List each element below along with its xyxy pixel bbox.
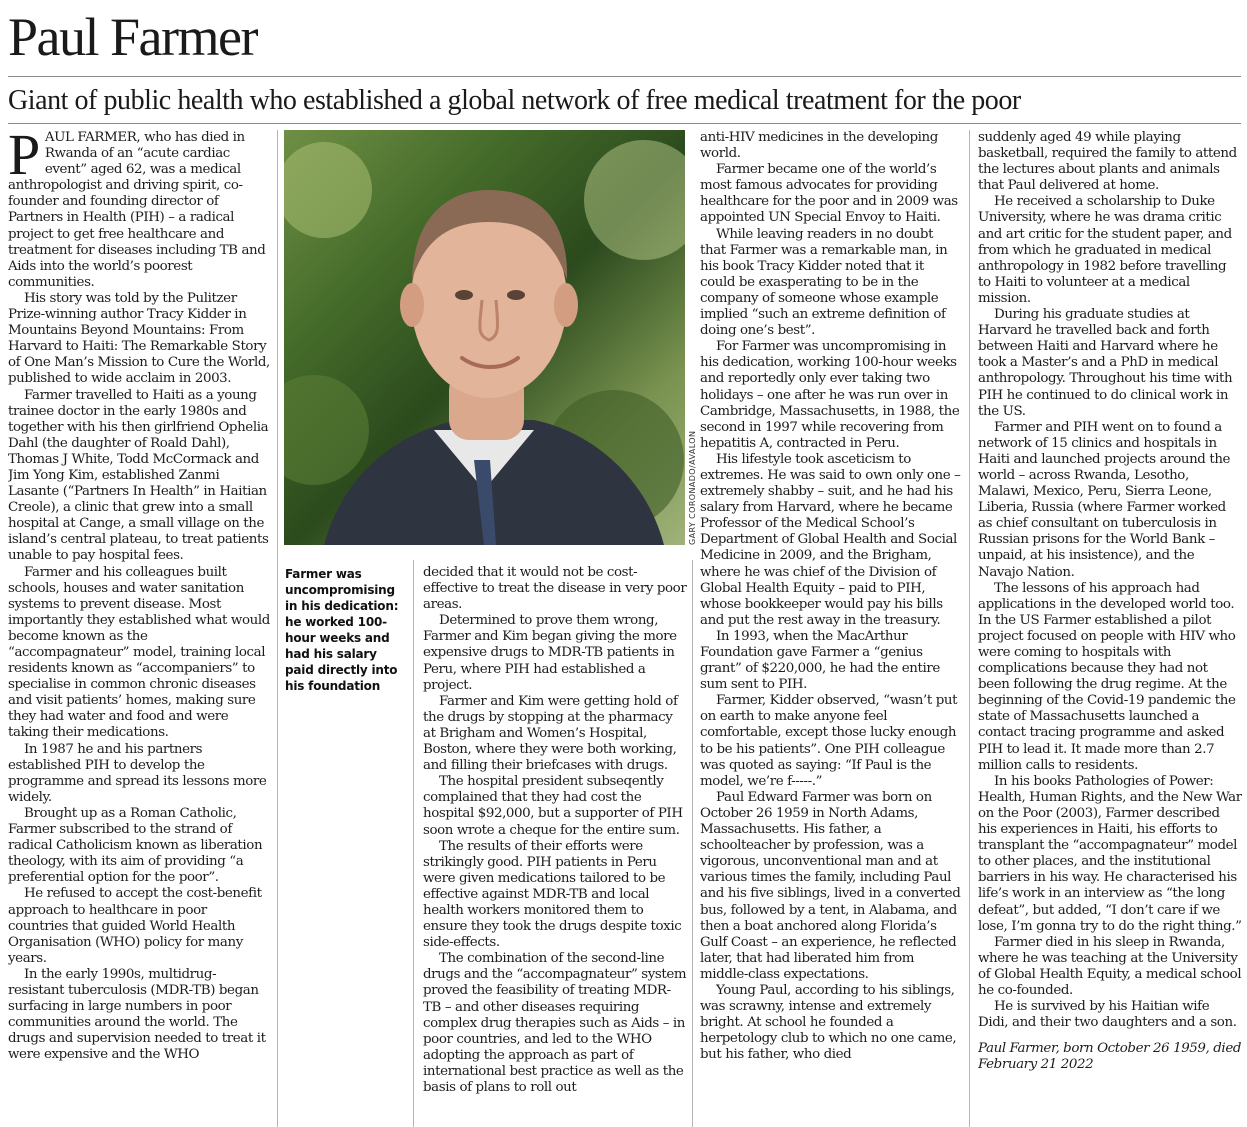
article-paragraph: In the early 1990s, multidrug-resistant tuberculosis (MDR-TB) began surfacing in large numbers in poor communities around the world. The drugs and supervision needed to treat it were expensive and the WHO <box>8 966 266 1063</box>
article-paragraph: He received a scholarship to Duke University, where he was drama critic and art critic for the student paper, and from which he graduated in medical anthropology in 1982 before travelling to Haiti to volunteer at a medical mission. <box>978 194 1232 306</box>
article-paragraph: Young Paul, according to his siblings, was scrawny, intense and extremely bright. At school he founded a herpetology club to which no one came, but his father, who died <box>700 982 957 1063</box>
article-paragraph: Farmer travelled to Haiti as a young trainee doctor in the early 1980s and together with his then girlfriend Ophelia Dahl (the daughter of Roald Dahl), Thomas J White, Todd McCormack and Jim Yong Kim, established Zanmi Lasante (“Partners In Health” in Haitian Creole), a clinic that grew into a small hospital at Cange, a small village on the island’s central plateau, to treat patients unable to pay hospital fees. <box>8 387 269 564</box>
photo-credit: GARY CORONADO/AVALON <box>688 430 697 545</box>
article-column-3 <box>423 565 687 1127</box>
standfirst: Giant of public health who established a global network of free medical treatment for the poor <box>8 85 1021 116</box>
article-paragraph: His story was told by the Pulitzer Prize-winning author Tracy Kidder in Mountains Beyond Mountains: From Harvard to Haiti: The Remarkable Story of One Man’s Mission to Cure the World, published to wide acclaim in 2003. <box>8 290 270 387</box>
article-paragraph: Farmer and his colleagues built schools, houses and water sanitation systems to prevent disease. Most importantly they established what would become known as the “accompagnateur” model, training local residents known as “accompaniers” to specialise in common chronic diseases and visit patients’ homes, making sure they had water and food and were taking their medications. <box>8 564 270 741</box>
article-paragraph: Determined to prove them wrong, Farmer and Kim began giving the more expensive drugs to MDR-TB patients in Peru, where PIH had established a project. <box>423 613 677 693</box>
article-paragraph: The combination of the second-line drugs and the “accompagnateur” system proved the feasibility of treating MDR-TB – and other diseases requiring complex drug therapies such as Aids – in poor countries, and led to the WHO adopting the approach as part of international best practice as well as the basis of plans to roll out <box>423 951 687 1095</box>
column-divider <box>692 560 693 1127</box>
article-paragraph: Paul Edward Farmer was born on October 26 1959 in North Adams, Massachusetts. His father, a schoolteacher by profession, was a vigorous, unconventional man and at various times the family, including Paul and his five siblings, lived in a converted bus, followed by a tent, in Alabama, and then a boat anchored along Florida’s Gulf Coast – an experience, he reflected later, that had liberated him from middle-class expectations. <box>700 789 961 982</box>
article-paragraph: During his graduate studies at Harvard he travelled back and forth between Haiti and Harvard where he took a Master’s and a PhD in medical anthropology. Throughout his time with PIH he continued to do clinical work in the US. <box>978 307 1233 419</box>
article-paragraph: Brought up as a Roman Catholic, Farmer subscribed to the strand of radical Catholicism known as liberation theology, with its aim of providing “a preferential option for the poor”. <box>8 805 263 886</box>
article-paragraph: The hospital president subseqently complained that they had cost the hospital $92,000, but a supporter of PIH soon wrote a cheque for the entire sum. <box>423 774 683 838</box>
article-paragraph: For Farmer was uncompromising in his dedication, working 100-hour weeks and reportedly only ever taking two holidays – one after he was run over in Cambridge, Massachusetts, in 1988, the second in 1997 while recovering from hepatitis A, contracted in Peru. <box>700 339 960 451</box>
article-paragraph: While leaving readers in no doubt that Farmer was a remarkable man, in his book Tracy Kidder noted that it could be exasperating to be in the company of someone whose example implied “such an extreme definition of doing one’s best”. <box>700 226 948 339</box>
portrait-illustration <box>284 130 685 545</box>
photo-caption: Farmer was uncompromising in his dedication: he worked 100-hour weeks and had his salary paid directly into his foundation <box>285 567 399 693</box>
standfirst-rule <box>8 123 1241 124</box>
article-paragraph: His lifestyle took asceticism to extremes. He was said to own only one – extremely shabby – suit, and he had his salary from Harvard, where he became Professor of the Medical School’s Department of Global Health and Social Medicine in 2009, and the Brigham, where he was chief of the Division of Global Health Equity – paid to PIH, whose bookkeeper would pay his bills and put the rest away in the treasury. <box>700 451 961 628</box>
article-paragraph: anti-HIV medicines in the developing world. <box>700 130 938 162</box>
article-paragraph: In 1993, when the MacArthur Foundation gave Farmer a “genius grant” of $220,000, he had the entire sum sent to PIH. <box>700 628 940 693</box>
article-paragraph: He refused to accept the cost-benefit approach to healthcare in poor countries that guided World Health Organisation (WHO) policy for many years. <box>8 886 262 966</box>
obituary-signoff: Paul Farmer, born October 26 1959, died February 21 2022 <box>978 1041 1242 1073</box>
article-column-1 <box>8 130 270 1127</box>
article-paragraph: suddenly aged 49 while playing basketball, required the family to attend the lectures about plants and animals that Paul delivered at home. <box>978 130 1237 194</box>
headline: Paul Farmer <box>8 7 257 67</box>
article-paragraph: decided that it would not be cost-effective to treat the disease in very poor areas. <box>423 565 687 613</box>
column-divider <box>413 560 414 1127</box>
article-paragraph: He is survived by his Haitian wife Didi, and their two daughters and a son. <box>978 999 1237 1031</box>
column-divider <box>277 130 278 1127</box>
article-column-5 <box>978 130 1242 1127</box>
drop-cap: P <box>8 130 40 187</box>
headline-rule <box>8 76 1241 77</box>
article-paragraph: The lessons of his approach had applications in the developed world too. In the US Farmer established a pilot project focused on people with HIV who were coming to hospitals with complications because they had not been following the drug regime. At the beginning of the Covid-19 pandemic the state of Massachusetts launched a contact tracing programme and asked PIH to lead it. It made more than 2.7 million calls to residents. <box>978 580 1236 773</box>
article-paragraph: In 1987 he and his partners established PIH to develop the programme and spread its lessons more widely. <box>8 741 267 805</box>
portrait-photo <box>284 130 685 545</box>
article-paragraph: Farmer died in his sleep in Rwanda, where he was teaching at the University of Global Health Equity, a medical school he co-founded. <box>978 934 1242 998</box>
column-divider <box>969 130 970 1127</box>
article-paragraph <box>8 130 270 291</box>
article-paragraph: Farmer, Kidder observed, “wasn’t put on earth to make anyone feel comfortable, except those lucky enough to be his patients”. One PIH colleague was quoted as saying: “If Paul is the model, we’re f-----.” <box>700 693 958 789</box>
article-paragraph: Farmer and PIH went on to found a network of 15 clinics and hospitals in Haiti and launched projects around the world – across Rwanda, Lesotho, Malawi, Mexico, Peru, Sierra Leone, Liberia, Russia (where Farmer worked as chief consultant on tuberculosis in Russian prisons for the World Bank – unpaid, at his insistence), and the Navajo Nation. <box>978 419 1231 580</box>
article-paragraph: The results of their efforts were strikingly good. PIH patients in Peru were given medications tailored to be effective against MDR-TB and local health workers monitored them to ensure they took the drugs despite toxic side-effects. <box>423 838 682 951</box>
article-paragraph: Farmer and Kim were getting hold of the drugs by stopping at the pharmacy at Brigham and Women’s Hospital, Boston, where they were both working, and filling their briefcases with drugs. <box>423 693 678 774</box>
article-column-4 <box>700 130 962 1127</box>
article-paragraph: Farmer became one of the world’s most famous advocates for providing healthcare for the poor and in 2009 was appointed UN Special Envoy to Haiti. <box>700 162 958 226</box>
article-paragraph: In his books Pathologies of Power: Health, Human Rights, and the New War on the Poor (2003), Farmer described his experiences in Haiti, his efforts to transplant the “accompagnateur” model to other places, and the institutional barriers in his way. He characterised his life’s work in an interview as “the long defeat”, but added, “I don’t care if we lose, I’m gonna try to do the right thing.” <box>978 773 1242 934</box>
lead-text: AUL FARMER, who has died in Rwanda of an “acute cardiac event” aged 62, was a medical anthropologist and driving spirit, co-founder and founding director of Partners in Health (PIH) – a radical project to get free healthcare and treatment for diseases including TB and Aids into the world’s poorest communities. <box>8 130 266 290</box>
